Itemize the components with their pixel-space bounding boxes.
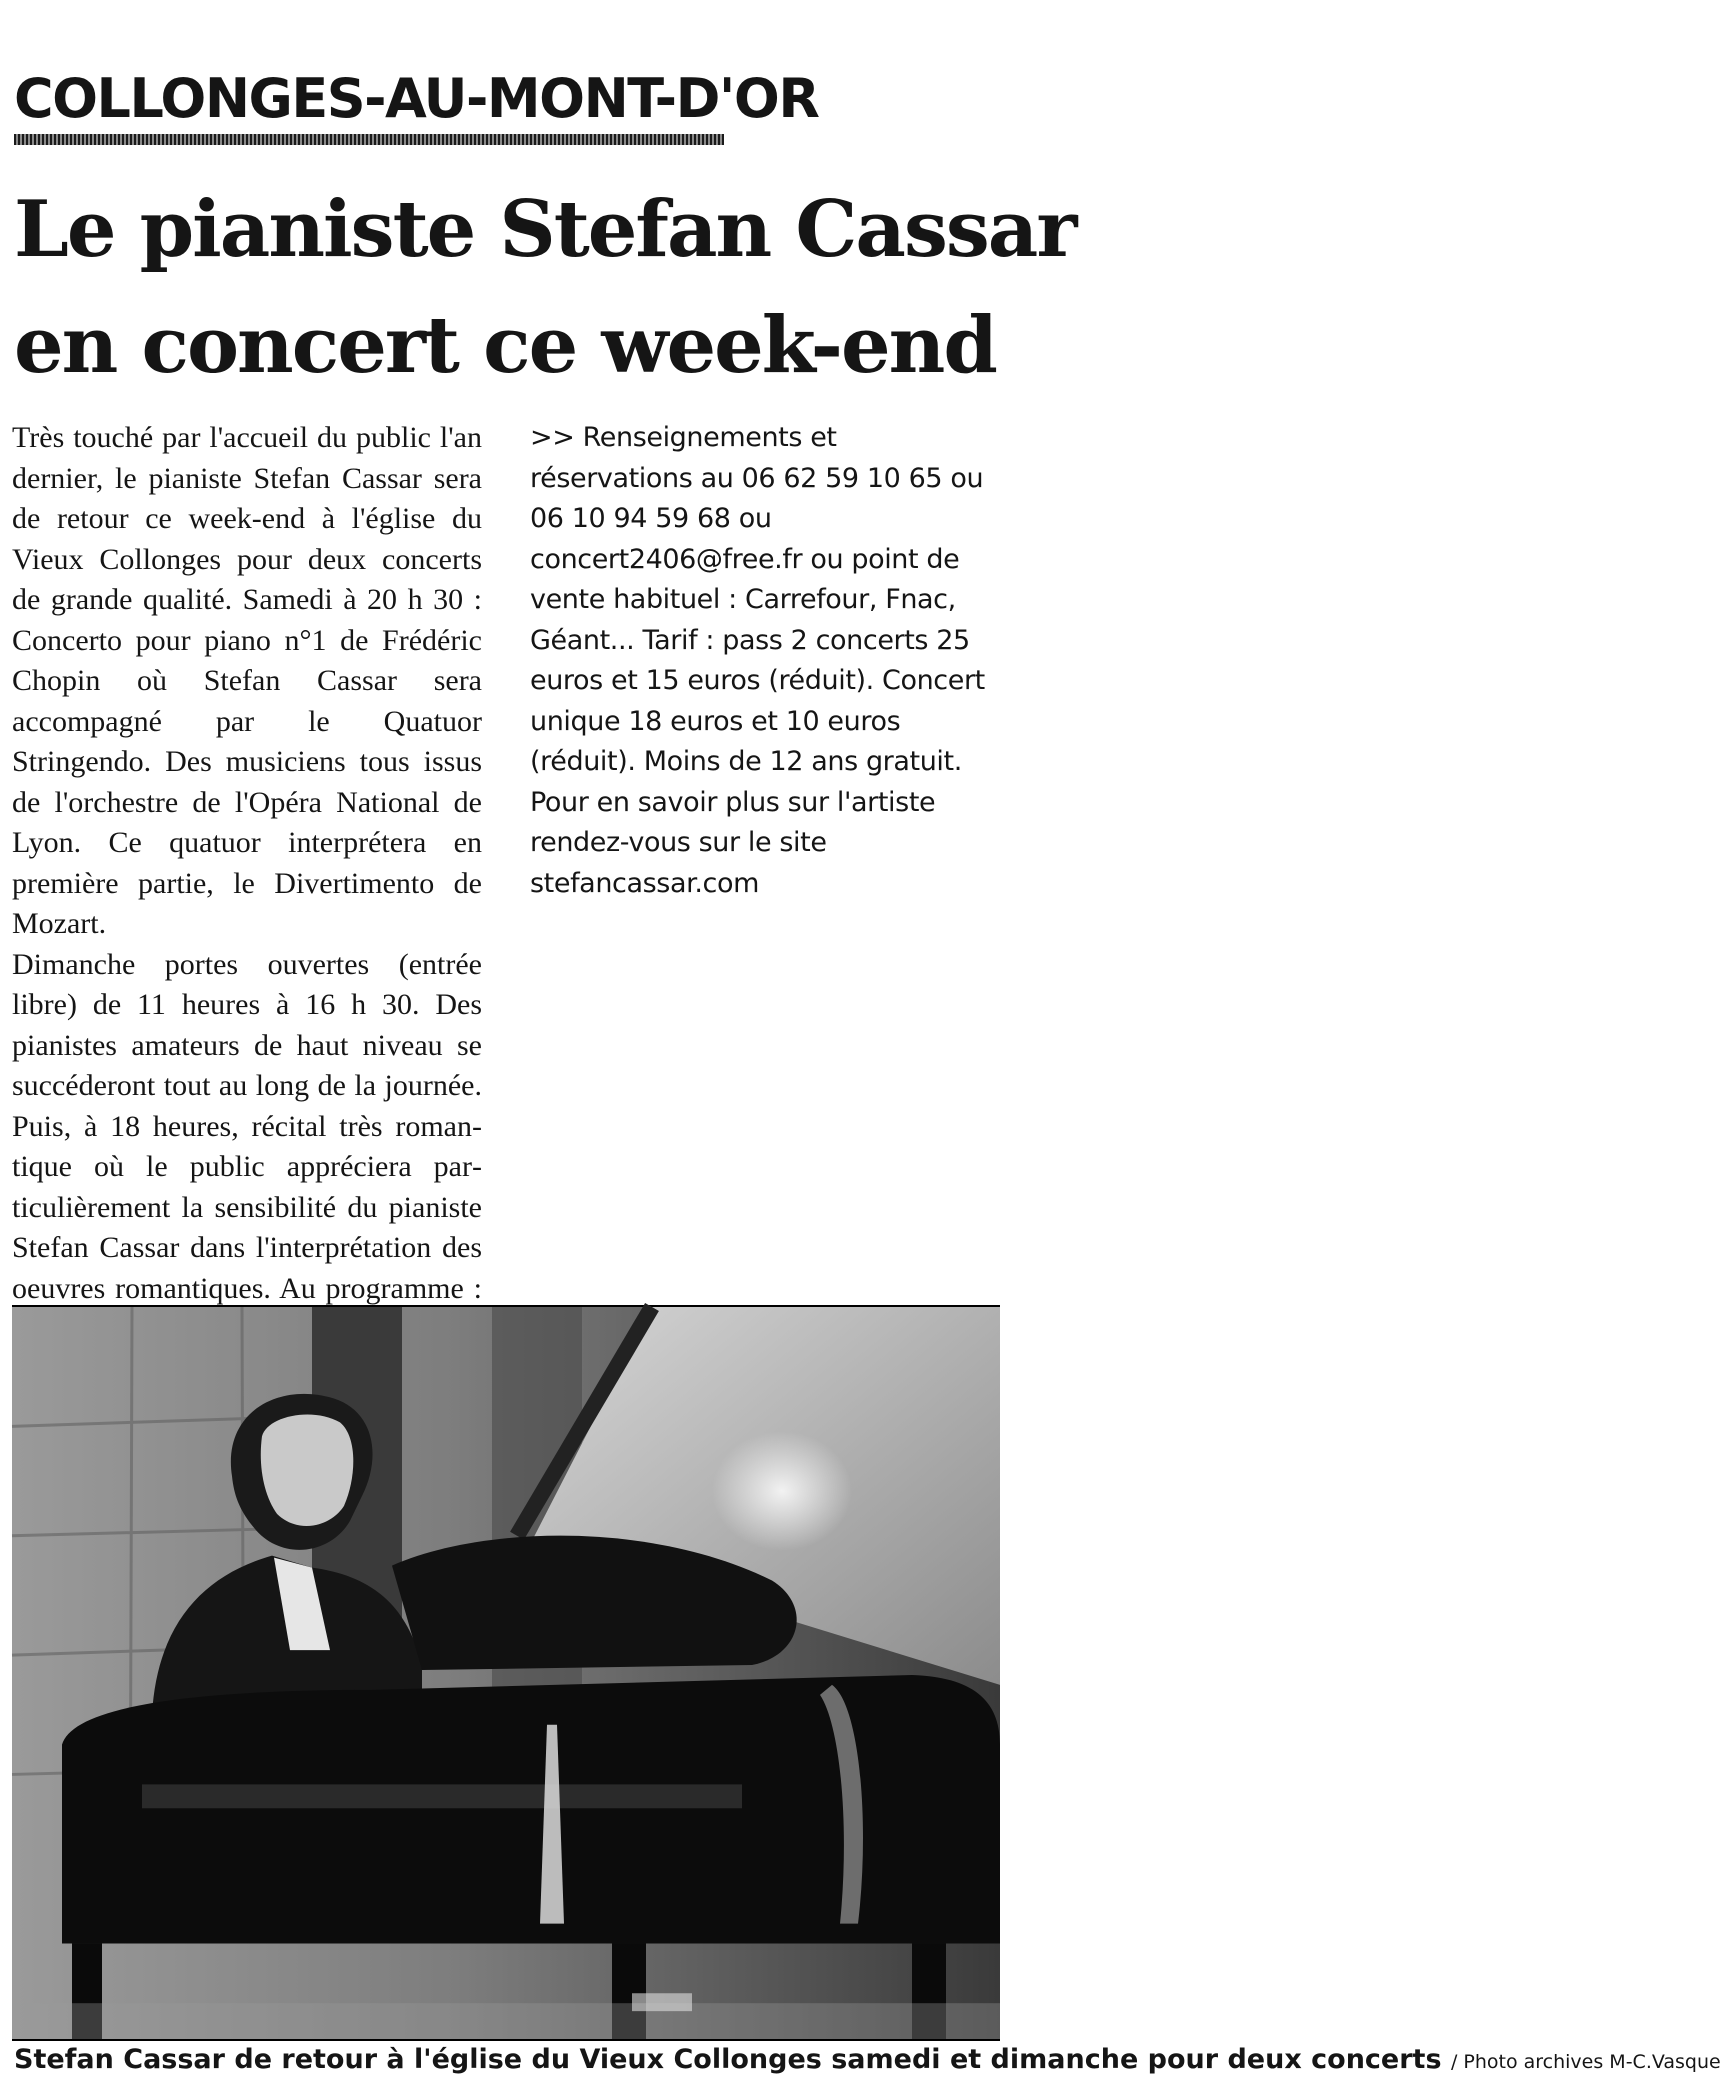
photo-caption xyxy=(14,2040,1721,2080)
photo-credit: / Photo archives M-C.Vasque xyxy=(1450,2051,1721,2073)
pianist-at-grand-piano-image xyxy=(12,1307,1000,2039)
body-paragraph-2: Dimanche portes ouvertes (entrée libre) de 11 heures à 16 h 30. Des pianistes amateurs de haut niveau se succéderont tout au long de la journée. Puis, à 18 heures, récital très romantique où le public appréciera particulièrement la sensibilité du pianiste Stefan Cassar dans l'interprétation des oeuvres romantiques. Au programme : xyxy=(12,947,482,1305)
headline-line-1: Le pianiste Stefan Cassar xyxy=(14,184,1076,275)
concert-photo xyxy=(12,1305,1000,2041)
headline xyxy=(14,172,1076,404)
rubric-underline xyxy=(14,134,724,145)
caption-text: Stefan Cassar de retour à l'église du Vieux Collonges samedi et dimanche pour deux concerts xyxy=(14,2044,1442,2075)
section-rubric: COLLONGES-AU-MONT-D'OR xyxy=(14,67,819,130)
headline-line-2: en concert ce week-end xyxy=(14,300,996,391)
info-box: >> Renseignements et réservations au 06 62 59 10 65 ou 06 10 94 59 68 ou concert2406@free.fr ou point de vente habituel : Carrefour, Fnac, Géant... Tarif : pass 2 concerts 25 euros et 15 euros (réduit). Concert unique 18 euros et 10 euros (réduit). Moins de 12 ans gratuit. Pour en savoir plus sur l'artiste rendez-vous sur le site stefancassar.com xyxy=(530,422,985,899)
body-column-right xyxy=(530,418,1000,904)
body-paragraph-1: Très touché par l'accueil du public l'an dernier, le pianiste Stefan Cassar sera de retour ce week-end à l'église du Vieux Collonges pour deux concerts de grande qualité. Samedi à 20 h 30 : Concerto pour piano n°1 de Frédéric Chopin où Stefan Cassar sera accompagné par le Quatuor Stringendo. Des musiciens tous issus de l'orchestre de l'Opéra National de Lyon. Ce quatuor interprétera en première partie, le Divertimento de Mozart. xyxy=(12,421,482,940)
